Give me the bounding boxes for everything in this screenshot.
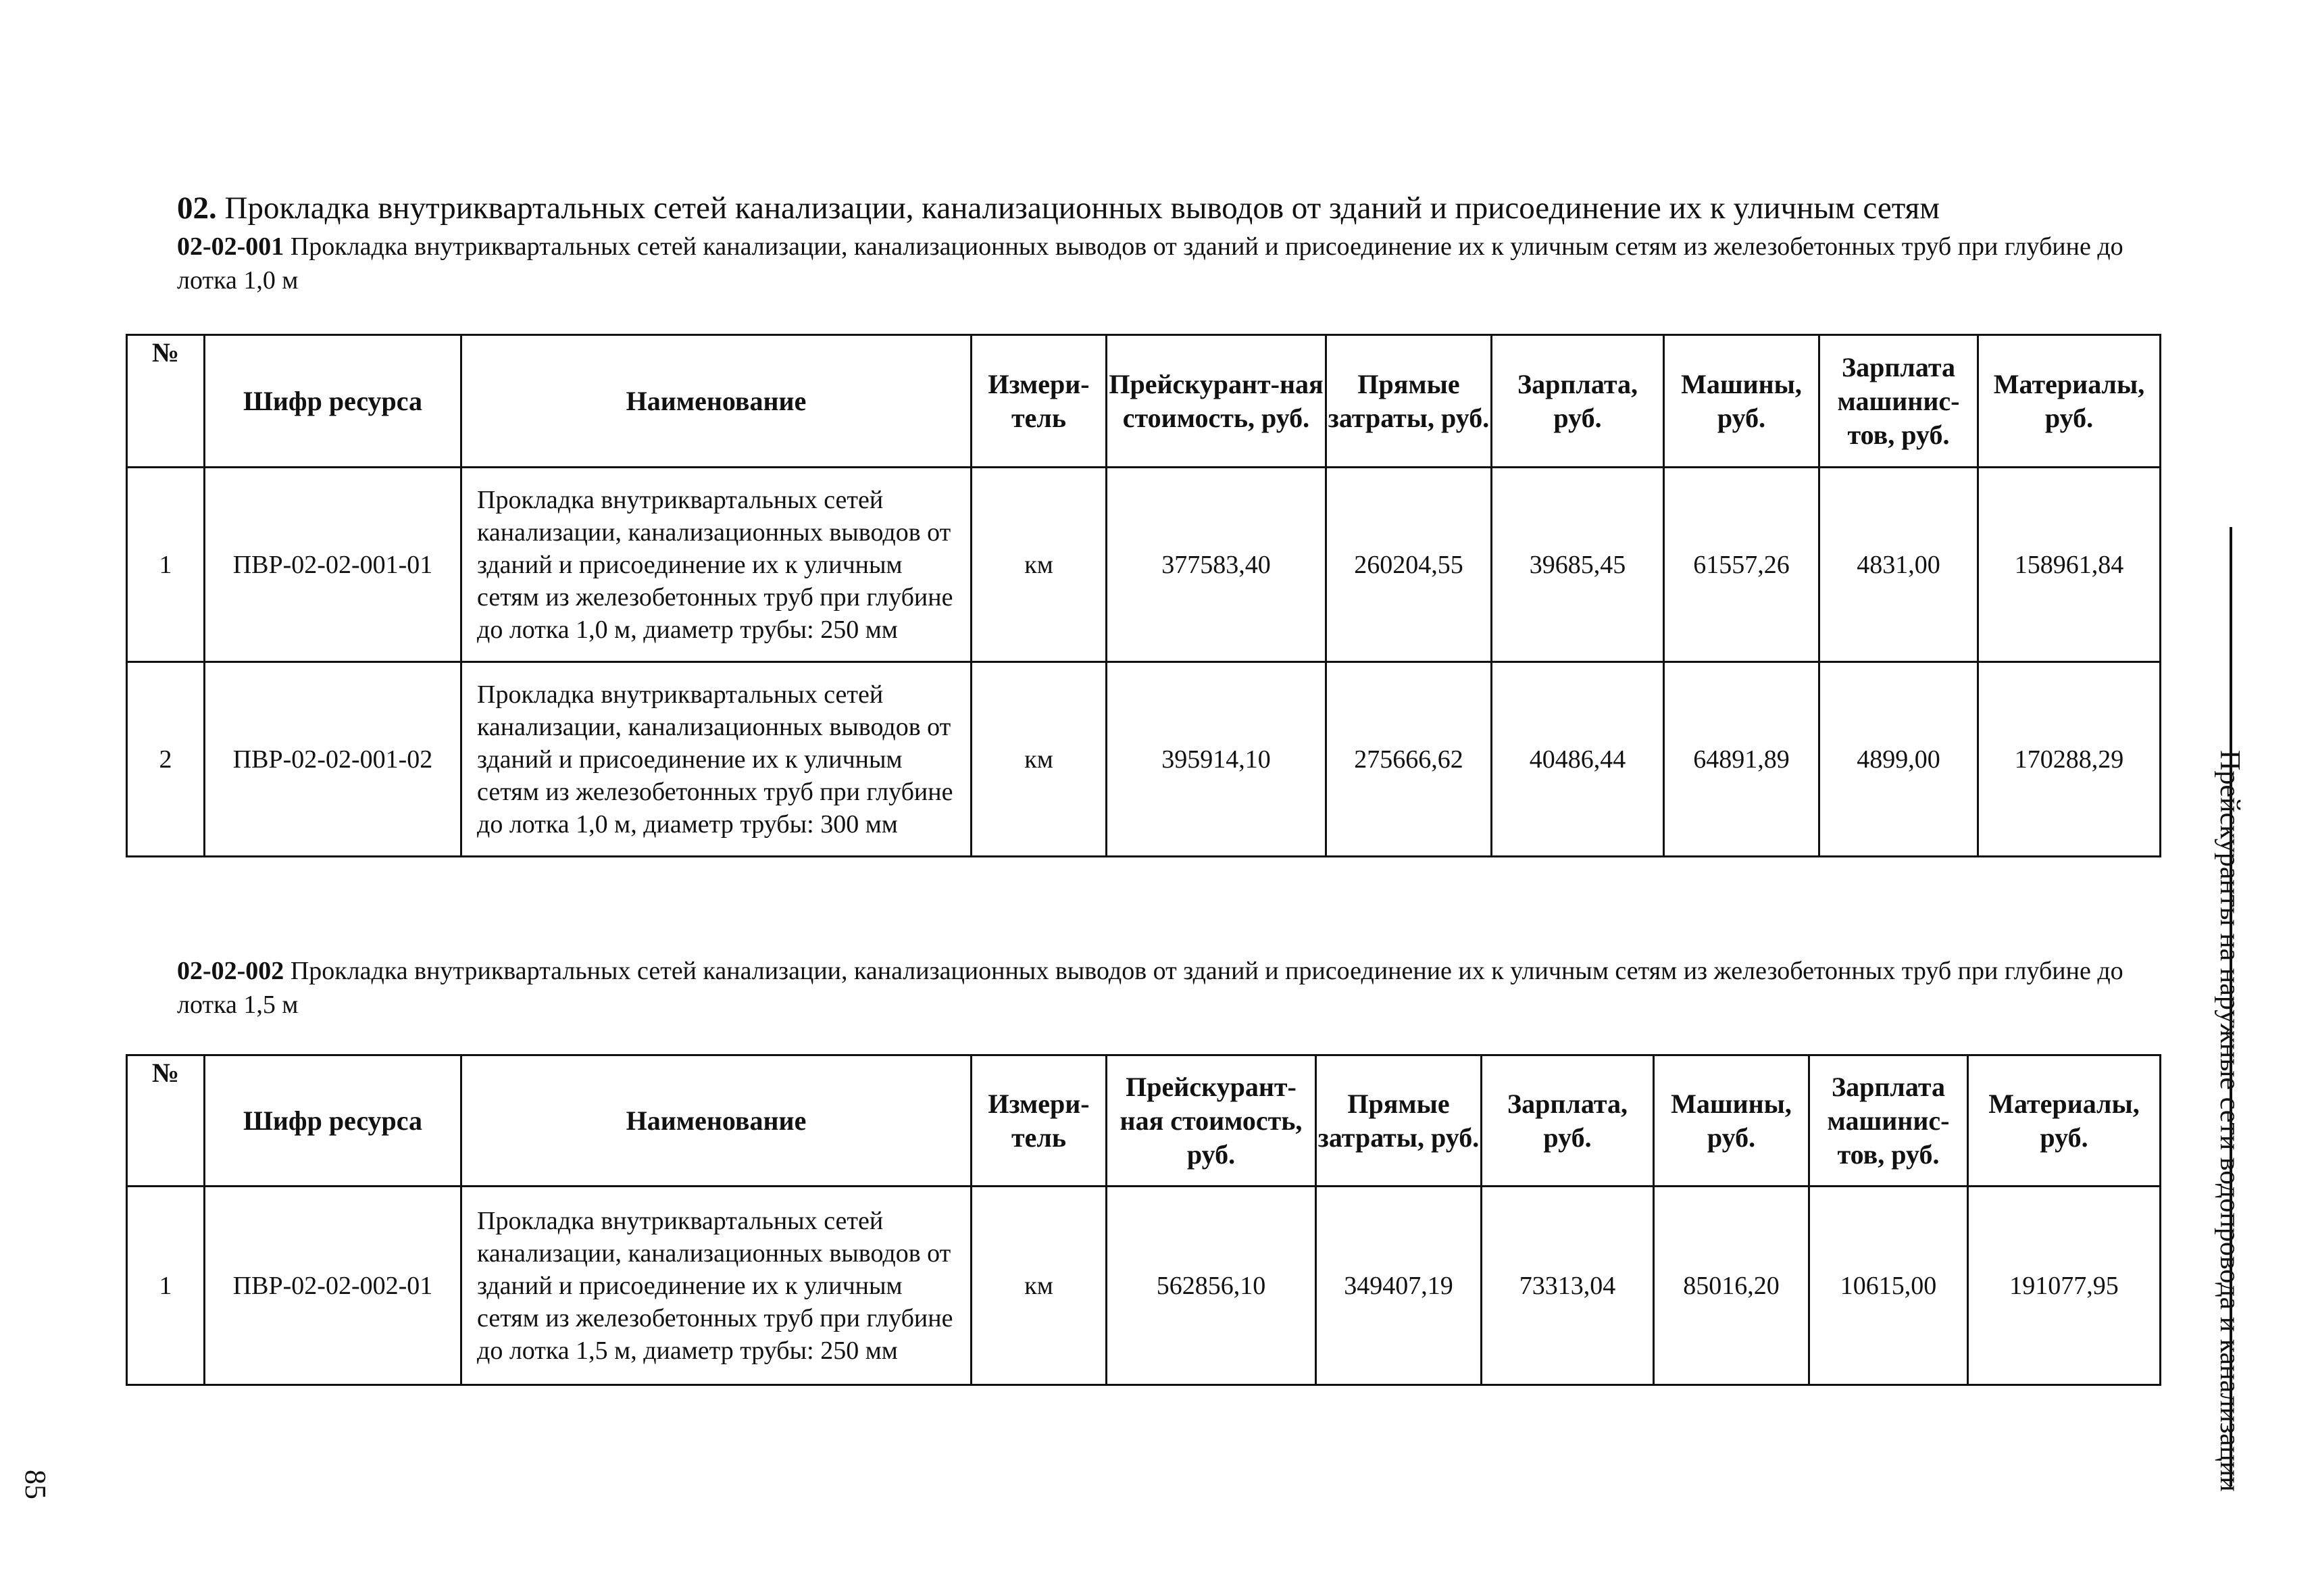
row-salary: 73313,04 bbox=[1482, 1187, 1654, 1385]
price-table-2 bbox=[126, 1054, 2161, 1386]
row-machines: 64891,89 bbox=[1664, 662, 1819, 857]
header-materials: Материалы, руб. bbox=[1978, 335, 2161, 468]
section-title: Прокладка внутриквартальных сетей канализации, канализационных выводов от зданий и присоединение их к уличным сетям bbox=[224, 191, 1940, 226]
header-machines: Машины, руб. bbox=[1664, 335, 1819, 468]
header-materials: Материалы, руб. bbox=[1968, 1055, 2161, 1187]
row-price: 395914,10 bbox=[1107, 662, 1326, 857]
row-materials: 158961,84 bbox=[1978, 468, 2161, 662]
row-code: ПВР-02-02-001-02 bbox=[205, 662, 461, 857]
table-row bbox=[127, 1187, 2161, 1385]
table1-code: 02-02-001 bbox=[177, 232, 284, 261]
row-machinist-salary: 10615,00 bbox=[1809, 1187, 1968, 1385]
row-salary: 39685,45 bbox=[1492, 468, 1664, 662]
row-price: 562856,10 bbox=[1107, 1187, 1316, 1385]
row-salary: 40486,44 bbox=[1492, 662, 1664, 857]
table-row bbox=[127, 662, 2161, 857]
row-price: 377583,40 bbox=[1107, 468, 1326, 662]
row-unit: км bbox=[972, 468, 1107, 662]
header-code: Шифр ресурса bbox=[205, 335, 461, 468]
row-num: 2 bbox=[127, 662, 205, 857]
header-salary: Зарплата, руб. bbox=[1492, 335, 1664, 468]
header-name: Наименование bbox=[461, 335, 972, 468]
header-price: Прейскурант-ная стоимость, руб. bbox=[1107, 335, 1326, 468]
table1-heading bbox=[177, 230, 2136, 297]
side-title: Прейскуранты на наружные сети водопровода и канализации bbox=[2214, 750, 2245, 1492]
header-unit: Измери-тель bbox=[972, 335, 1107, 468]
table2-code: 02-02-002 bbox=[177, 957, 284, 985]
row-materials: 170288,29 bbox=[1978, 662, 2161, 857]
row-direct: 275666,62 bbox=[1326, 662, 1492, 857]
row-machines: 61557,26 bbox=[1664, 468, 1819, 662]
table2-title: Прокладка внутриквартальных сетей канализации, канализационных выводов от зданий и присоединение их к уличным сетям из железобетонных труб при глубине до лотка 1,5 м bbox=[177, 957, 2123, 1019]
row-name: Прокладка внутриквартальных сетей канализации, канализационных выводов от зданий и присоединение их к уличным сетям из железобетонных труб при глубине до лотка 1,0 м, диаметр трубы: 300 мм bbox=[461, 662, 972, 857]
table-header-row bbox=[127, 335, 2161, 468]
row-machines: 85016,20 bbox=[1654, 1187, 1809, 1385]
table-header-row bbox=[127, 1055, 2161, 1187]
header-direct: Прямые затраты, руб. bbox=[1326, 335, 1492, 468]
price-table-1 bbox=[126, 334, 2161, 857]
row-materials: 191077,95 bbox=[1968, 1187, 2161, 1385]
row-machinist-salary: 4831,00 bbox=[1819, 468, 1978, 662]
row-machinist-salary: 4899,00 bbox=[1819, 662, 1978, 857]
row-unit: км bbox=[972, 1187, 1107, 1385]
header-code: Шифр ресурса bbox=[205, 1055, 461, 1187]
header-unit: Измери-тель bbox=[972, 1055, 1107, 1187]
row-unit: км bbox=[972, 662, 1107, 857]
row-name: Прокладка внутриквартальных сетей канализации, канализационных выводов от зданий и присоединение их к уличным сетям из железобетонных труб при глубине до лотка 1,5 м, диаметр трубы: 250 мм bbox=[461, 1187, 972, 1385]
section-heading bbox=[177, 188, 2136, 228]
header-num: № bbox=[127, 335, 205, 468]
table2-heading bbox=[177, 954, 2136, 1022]
row-num: 1 bbox=[127, 468, 205, 662]
header-machinist-salary: Зарплата машинис-тов, руб. bbox=[1819, 335, 1978, 468]
page-number: 85 bbox=[19, 1470, 52, 1499]
header-machines: Машины, руб. bbox=[1654, 1055, 1809, 1187]
row-code: ПВР-02-02-001-01 bbox=[205, 468, 461, 662]
header-name: Наименование bbox=[461, 1055, 972, 1187]
header-direct: Прямые затраты, руб. bbox=[1316, 1055, 1482, 1187]
row-code: ПВР-02-02-002-01 bbox=[205, 1187, 461, 1385]
row-direct: 349407,19 bbox=[1316, 1187, 1482, 1385]
header-machinist-salary: Зарплата машинис-тов, руб. bbox=[1809, 1055, 1968, 1187]
header-num: № bbox=[127, 1055, 205, 1187]
section-code: 02. bbox=[177, 191, 217, 226]
table-row bbox=[127, 468, 2161, 662]
row-num: 1 bbox=[127, 1187, 205, 1385]
header-salary: Зарплата, руб. bbox=[1482, 1055, 1654, 1187]
row-direct: 260204,55 bbox=[1326, 468, 1492, 662]
row-name: Прокладка внутриквартальных сетей канализации, канализационных выводов от зданий и присоединение их к уличным сетям из железобетонных труб при глубине до лотка 1,0 м, диаметр трубы: 250 мм bbox=[461, 468, 972, 662]
table1-title: Прокладка внутриквартальных сетей канализации, канализационных выводов от зданий и присоединение их к уличным сетям из железобетонных труб при глубине до лотка 1,0 м bbox=[177, 232, 2123, 295]
header-price: Прейскурант-ная стоимость, руб. bbox=[1107, 1055, 1316, 1187]
